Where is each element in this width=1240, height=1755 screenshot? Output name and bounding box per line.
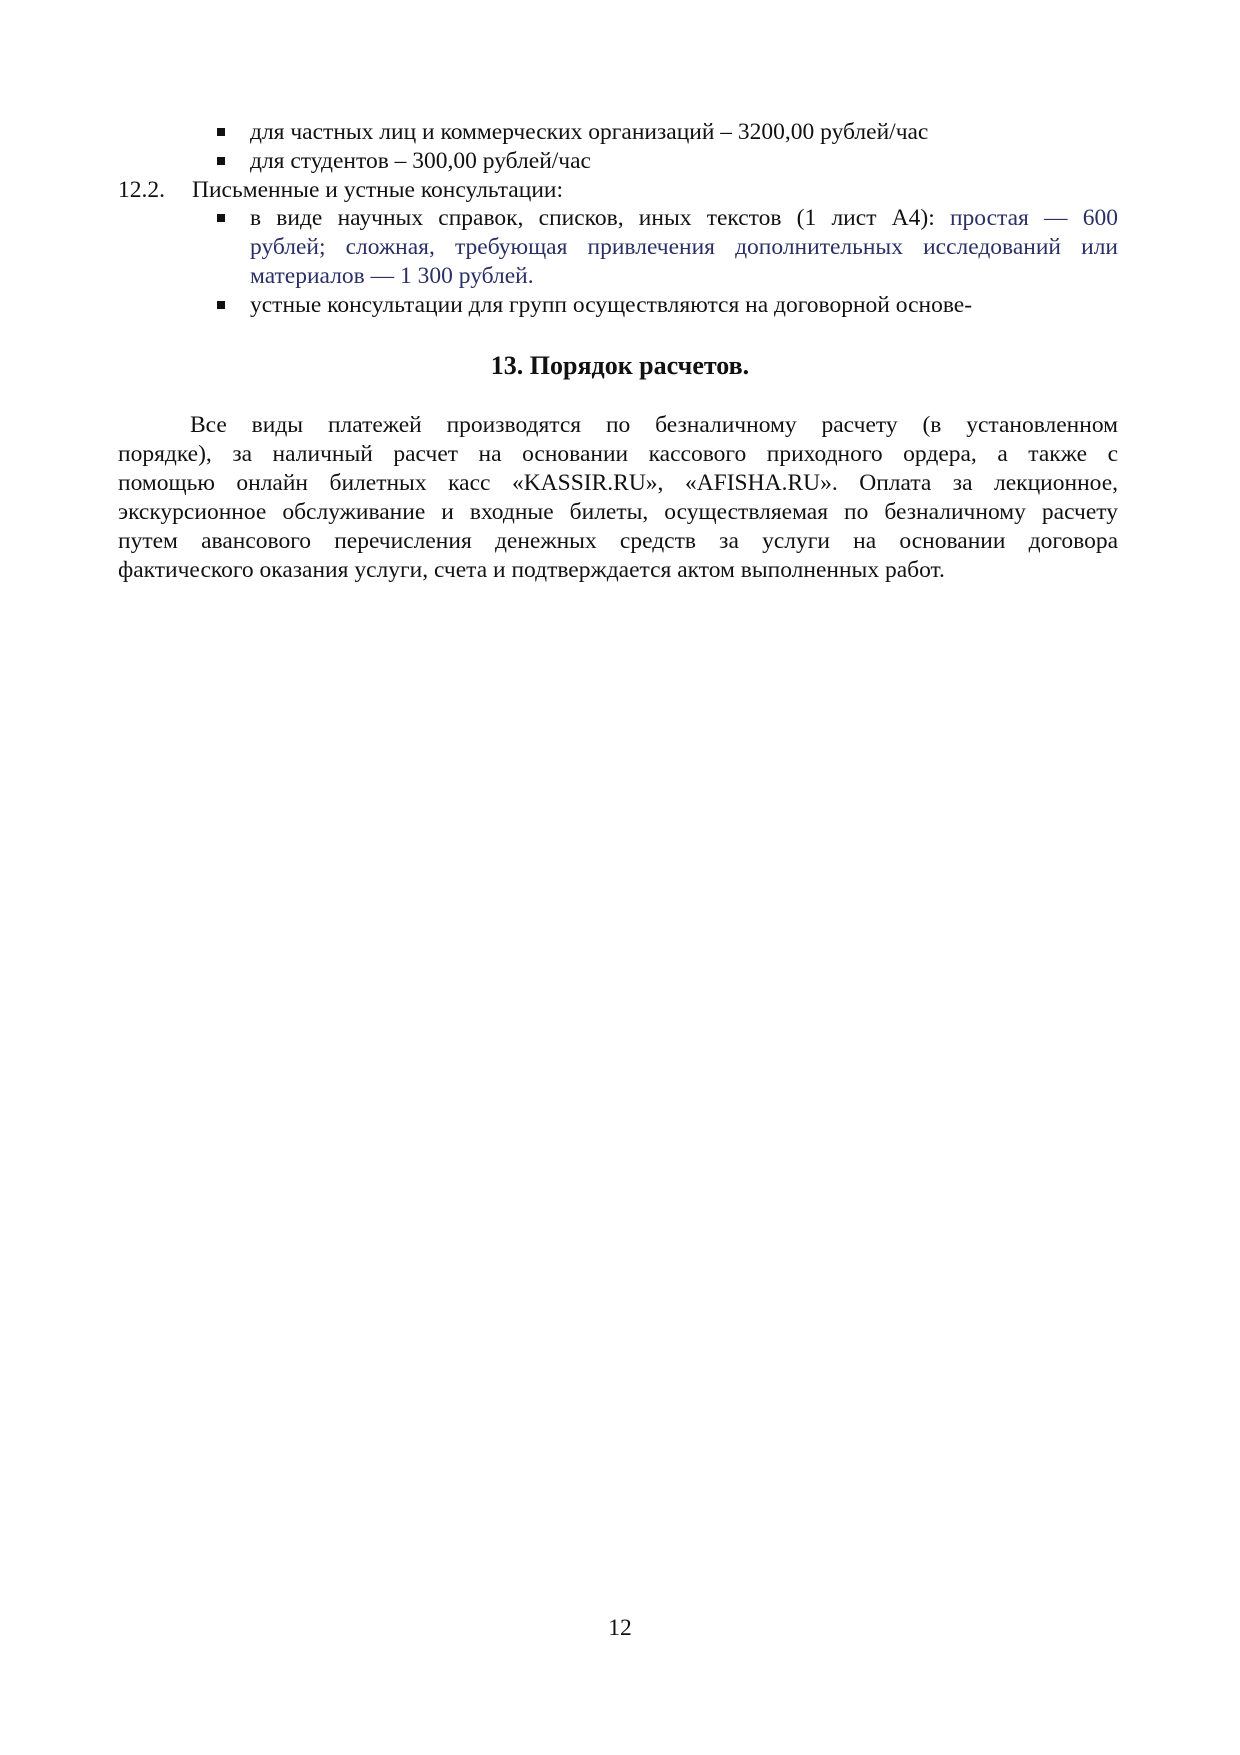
paragraph-line: путем авансового перечисления денежных средств за услуги на основании договора [118,528,1118,554]
section-number: 12.2. [118,177,165,203]
bullet-icon [217,214,225,222]
list-item-text: в виде научных справок, списков, иных текстов (1 лист А4): [250,205,935,231]
price-text: простая — 600 [949,205,1119,231]
bullet-icon [217,128,225,136]
paragraph-line: экскурсионное обслуживание и входные билеты, осуществляемая по безналичному расчету [118,499,1118,525]
list-item-line [250,204,1118,233]
section-heading: 13. Порядок расчетов. [490,351,750,380]
paragraph-line: порядке), за наличный расчет на основании кассового приходного ордера, а также с [118,441,1118,467]
bullet-icon [217,157,225,165]
section-title: Письменные и устные консультации: [192,177,563,203]
list-item: для студентов – 300,00 рублей/час [250,148,591,174]
paragraph-line: помощью онлайн билетных касс «KASSIR.RU», «AFISHA.RU». Оплата за лекционное, [118,470,1118,496]
list-item-line: рублей; сложная, требующая привлечения дополнительных исследований или [250,234,1118,260]
paragraph-line: Все виды платежей производятся по безналичному расчету (в установленном [190,412,1118,438]
page-number: 12 [608,1615,632,1641]
list-item: устные консультации для групп осуществляются на договорной основе- [250,292,973,318]
paragraph-line: фактического оказания услуги, счета и подтверждается актом выполненных работ. [118,557,945,583]
list-item-line: материалов — 1 300 рублей. [250,263,534,289]
bullet-icon [217,301,225,309]
list-item: для частных лиц и коммерческих организаций – 3200,00 рублей/час [250,119,929,145]
